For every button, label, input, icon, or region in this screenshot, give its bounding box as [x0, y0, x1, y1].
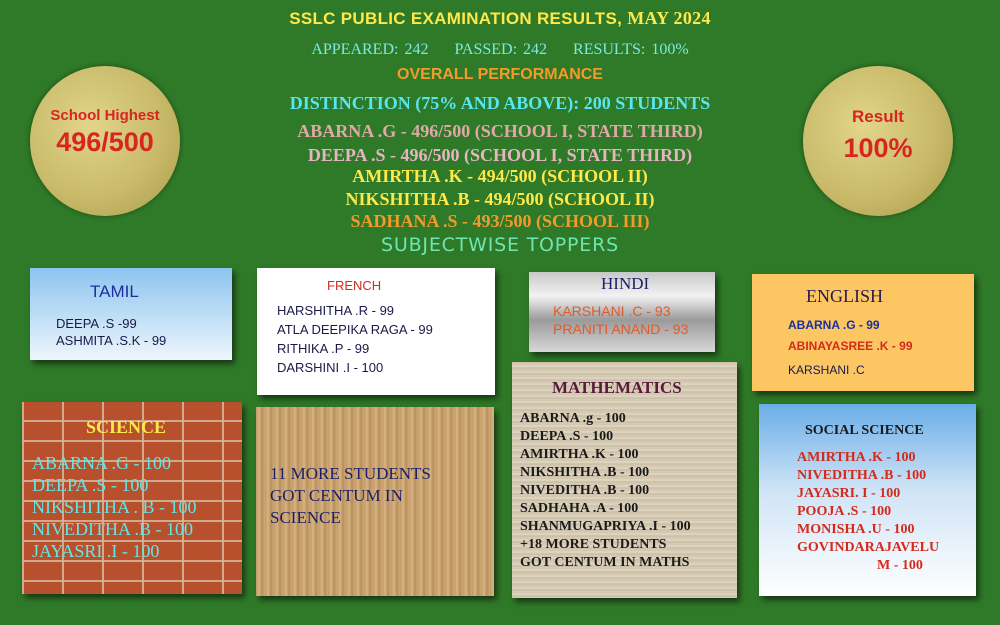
- list-item: AMIRTHA .K - 100: [520, 447, 639, 462]
- tamil-box: [30, 268, 232, 360]
- list-item: ABARNA .G - 100: [32, 453, 172, 473]
- title-date: MAY 2024: [627, 8, 711, 28]
- school-highest-value: 496/500: [56, 127, 154, 157]
- tamil-title: TAMIL: [90, 282, 139, 301]
- list-item: HARSHITHA .R - 99: [277, 303, 395, 318]
- english-title: ENGLISH: [806, 286, 883, 306]
- list-item: AMIRTHA .K - 100: [797, 450, 916, 465]
- school-highest-badge: [30, 66, 180, 216]
- list-item: NIVEDITHA .B - 100: [520, 483, 650, 498]
- list-item: NIKSHITHA .B - 100: [520, 465, 650, 480]
- result-label: Result: [852, 107, 904, 126]
- list-item: KARSHANI .C - 93: [553, 303, 671, 319]
- science-title: SCIENCE: [86, 417, 167, 437]
- list-item: M - 100: [877, 558, 923, 573]
- french-title: FRENCH: [327, 278, 382, 293]
- page-title: [0, 8, 1000, 29]
- list-item: KARSHANI .C: [788, 363, 865, 377]
- topper-line: AMIRTHA .K - 494/500 (SCHOOL II): [352, 166, 648, 186]
- centum-line: 11 MORE STUDENTS: [270, 464, 431, 483]
- list-item: DEEPA .S - 100: [32, 475, 149, 495]
- list-item: NIVEDITHA .B - 100: [32, 519, 193, 539]
- topper-line: SADHANA .S - 493/500 (SCHOOL III): [350, 211, 650, 231]
- list-item: ATLA DEEPIKA RAGA - 99: [277, 322, 433, 337]
- social-science-title: SOCIAL SCIENCE: [805, 423, 924, 438]
- list-item: ABARNA .G - 99: [788, 318, 880, 332]
- mathematics-title: MATHEMATICS: [552, 378, 682, 397]
- result-badge: [803, 66, 953, 216]
- list-item: GOT CENTUM IN MATHS: [520, 555, 690, 570]
- list-item: DARSHINI .I - 100: [277, 360, 384, 375]
- list-item: JAYASRI .I - 100: [32, 541, 160, 561]
- social-science-box: [759, 404, 976, 596]
- list-item: MONISHA .U - 100: [797, 522, 915, 537]
- french-box: [257, 268, 495, 395]
- list-item: GOVINDARAJAVELU: [797, 540, 940, 555]
- overall-performance-heading: OVERALL PERFORMANCE: [397, 66, 603, 83]
- appeared-stat: APPEARED: 242: [311, 41, 429, 58]
- list-item: NIKSHITHA . B - 100: [32, 497, 197, 517]
- passed-stat: PASSED: 242: [454, 41, 548, 58]
- centum-line: SCIENCE: [270, 508, 341, 527]
- list-item: SHANMUGAPRIYA .I - 100: [520, 519, 691, 534]
- topper-line: ABARNA .G - 496/500 (SCHOOL I, STATE THIRD): [297, 121, 703, 141]
- topper-line: NIKSHITHA .B - 494/500 (SCHOOL II): [345, 189, 655, 209]
- hindi-box: [529, 272, 715, 352]
- science-centum-box: [256, 407, 494, 596]
- list-item: SADHAHA .A - 100: [520, 501, 639, 516]
- mathematics-box: [512, 362, 737, 598]
- title-main: SSLC PUBLIC EXAMINATION RESULTS,: [289, 9, 623, 28]
- result-value: 100%: [843, 133, 913, 163]
- english-box: [752, 274, 974, 391]
- list-item: ASHMITA .S.K - 99: [56, 333, 167, 348]
- list-item: DEEPA .S - 100: [520, 429, 614, 444]
- science-box: [22, 402, 242, 594]
- stats-line: [0, 41, 1000, 59]
- list-item: PRANITI ANAND - 93: [553, 321, 689, 337]
- hindi-title: HINDI: [601, 274, 650, 293]
- school-highest-label: School Highest: [50, 107, 160, 124]
- list-item: ABINAYASREE .K - 99: [788, 339, 913, 353]
- topper-line: DEEPA .S - 496/500 (SCHOOL I, STATE THIRD): [307, 145, 693, 165]
- list-item: POOJA .S - 100: [797, 504, 892, 519]
- list-item: ABARNA .g - 100: [520, 411, 626, 426]
- list-item: NIVEDITHA .B - 100: [797, 468, 927, 483]
- list-item: +18 MORE STUDENTS: [520, 537, 667, 552]
- results-stat: RESULTS: 100%: [573, 41, 689, 58]
- subjectwise-toppers-heading: SUBJECTWISE TOPPERS: [381, 234, 619, 256]
- distinction-line: DISTINCTION (75% AND ABOVE): 200 STUDENTS: [289, 93, 711, 113]
- centum-line: GOT CENTUM IN: [270, 486, 403, 505]
- list-item: DEEPA .S -99: [56, 316, 137, 331]
- list-item: JAYASRI. I - 100: [797, 486, 901, 501]
- list-item: RITHIKA .P - 99: [277, 341, 370, 356]
